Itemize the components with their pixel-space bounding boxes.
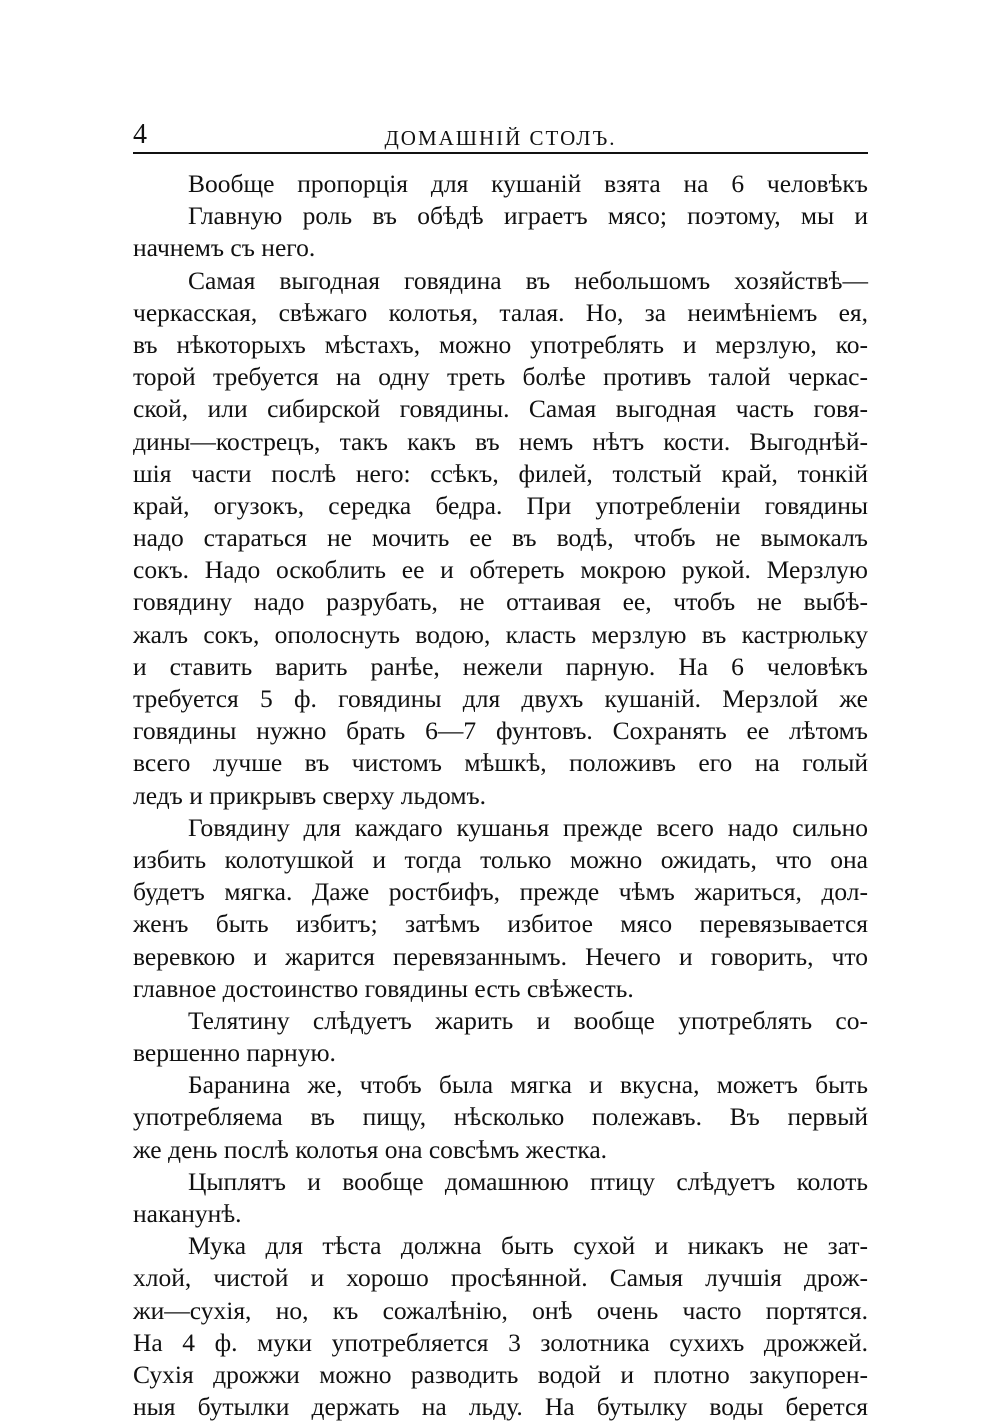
text-line: женъ быть избитъ; затѣмъ избитое мясо перевязывается xyxy=(133,909,868,939)
text-line: веревкою и жарится перевязаннымъ. Нечего и говорить, что xyxy=(133,941,868,971)
text-line: начнемъ съ него. xyxy=(133,233,316,263)
text-line: черкасская, свѣжаго колотья, талая. Но, за неимѣніемъ ея, xyxy=(133,297,868,327)
text-line: же день послѣ колотья она совсѣмъ жестка. xyxy=(133,1134,608,1164)
text-line: дины—кострецъ, такъ какъ въ немъ нѣтъ кости. Выгоднѣй- xyxy=(133,426,868,456)
text-line: торой требуется на одну треть болѣе противъ талой черкас- xyxy=(133,362,868,392)
text-line: говядину надо разрубать, не оттаивая ее, чтобъ не выбѣ- xyxy=(133,587,868,617)
text-line: Баранина же, чтобъ была мягка и вкусна, можетъ быть xyxy=(188,1070,868,1100)
text-line: ской, или сибирской говядины. Самая выгодная часть говя- xyxy=(133,394,868,424)
text-line: будетъ мягка. Даже ростбифъ, прежде чѣмъ жариться, дол- xyxy=(133,877,868,907)
text-line: ледъ и прикрывъ сверху льдомъ. xyxy=(133,780,487,810)
text-line: хлой, чистой и хорошо просѣянной. Самыя лучшія дрож- xyxy=(133,1263,868,1293)
text-line: Цыплятъ и вообще домашнюю птицу слѣдуетъ колоть xyxy=(188,1166,868,1196)
running-title: ДОМАШНІЙ СТОЛЪ. xyxy=(384,126,617,150)
text-line: Главную роль въ обѣдѣ играетъ мясо; поэтому, мы и xyxy=(188,201,868,231)
text-line: и ставить варить ранѣе, нежели парную. На 6 человѣкъ xyxy=(133,651,868,681)
text-line: главное достоинство говядины есть свѣжесть. xyxy=(133,973,634,1003)
text-line: Телятину слѣдуетъ жарить и вообще употреблять со- xyxy=(188,1005,868,1035)
text-line: говядины нужно брать 6—7 фунтовъ. Сохранять ее лѣтомъ xyxy=(133,716,868,746)
text-line: требуется 5 ф. говядины для двухъ кушаній. Мерзлой же xyxy=(133,684,868,713)
text-line: всего лучше въ чистомъ мѣшкѣ, положивъ его на голый xyxy=(133,748,868,778)
text-line: Сухія дрожжи можно разводить водой и плотно закупорен- xyxy=(133,1359,868,1389)
page-header xyxy=(133,118,868,154)
text-line: наканунѣ. xyxy=(133,1199,242,1228)
text-line: сокъ. Надо оскоблить ее и обтереть мокрою рукой. Мерзлую xyxy=(133,555,868,585)
book-page xyxy=(133,118,868,1423)
text-line: край, огузокъ, середка бедра. При употребленіи говядины xyxy=(133,490,868,520)
text-line: шія части послѣ него: ссѣкъ, филей, толстый край, тонкій xyxy=(133,458,868,488)
text-line: ныя бутылки держать на льду. На бутылку воды берется xyxy=(133,1392,868,1422)
page-number: 4 xyxy=(133,119,147,150)
text-line: въ нѣкоторыхъ мѣстахъ, можно употреблять и мерзлую, ко- xyxy=(133,329,868,359)
text-line: На 4 ф. муки употребляется 3 золотника сухихъ дрожжей. xyxy=(133,1327,868,1357)
text-line: Говядину для каждаго кушанья прежде всего надо сильно xyxy=(188,812,868,842)
text-line: Вообще пропорція для кушаній взята на 6 человѣкъ xyxy=(188,169,868,198)
body-text xyxy=(133,168,868,1423)
text-line: жалъ сокъ, ополоснуть водою, класть мерзлую въ кастрюльку xyxy=(133,619,868,649)
text-line: употребляема въ пищу, нѣсколько полежавъ. Въ первый xyxy=(133,1102,868,1132)
text-line: надо стараться не мочить ее въ водѣ, чтобъ не вымокалъ xyxy=(133,523,868,553)
text-line: Самая выгодная говядина въ небольшомъ хозяйствѣ— xyxy=(188,265,868,295)
text-line: жи—сухія, но, къ сожалѣнію, онѣ очень часто портятся. xyxy=(133,1295,868,1325)
text-line: вершенно парную. xyxy=(133,1038,336,1068)
text-line: избить колотушкой и тогда только можно ожидать, что она xyxy=(133,844,868,874)
text-line: Мука для тѣста должна быть сухой и никакъ не зат- xyxy=(188,1231,868,1261)
